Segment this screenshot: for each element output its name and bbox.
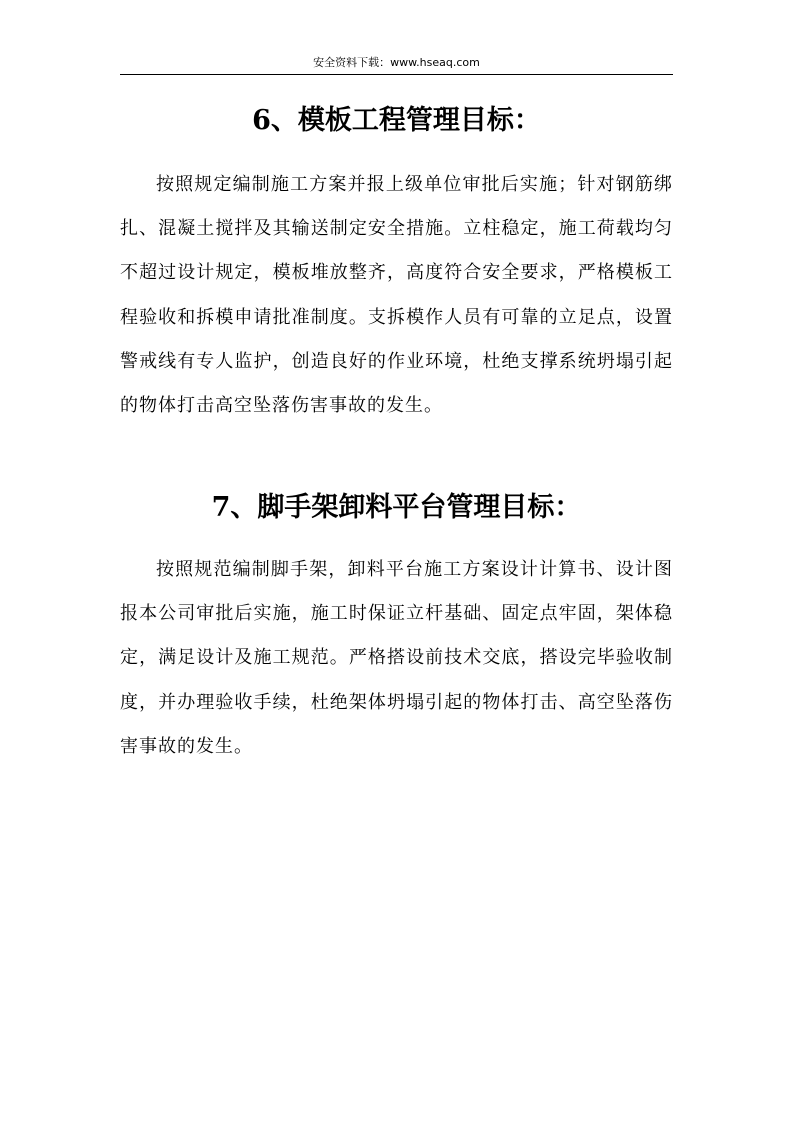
section-title-formwork: 6、模板工程管理目标：	[252, 105, 541, 136]
header-divider	[120, 74, 673, 75]
section-title-scaffold: 7、脚手架卸料平台管理目标：	[211, 492, 582, 523]
section-body-formwork: 按照规定编制施工方案并报上级单位审批后实施；针对钢筋绑扎、混凝土搅拌及其输送制定安全措施。立柱稳定，施工荷载均匀不超过设计规定，模板堆放整齐，高度符合安全要求，严格模板工程验收和拆模申请批准制度。支拆模作人员有可靠的立足点，设置警戒线有专人监护，创造良好的作业环境，杜绝支撑系统坍塌引起的物体打击高空坠落伤害事故的发生。	[120, 174, 673, 417]
page-header: 安全资料下载：www.hseaq.com	[313, 56, 480, 69]
section-body-scaffold: 按照规范编制脚手架，卸料平台施工方案设计计算书、设计图报本公司审批后实施，施工时保证立杆基础、固定点牢固，架体稳定，满足设计及施工规范。严格搭设前技术交底，搭设完毕验收制度，并办理验收手续，杜绝架体坍塌引起的物体打击、高空坠落伤害事故的发生。	[120, 559, 673, 757]
